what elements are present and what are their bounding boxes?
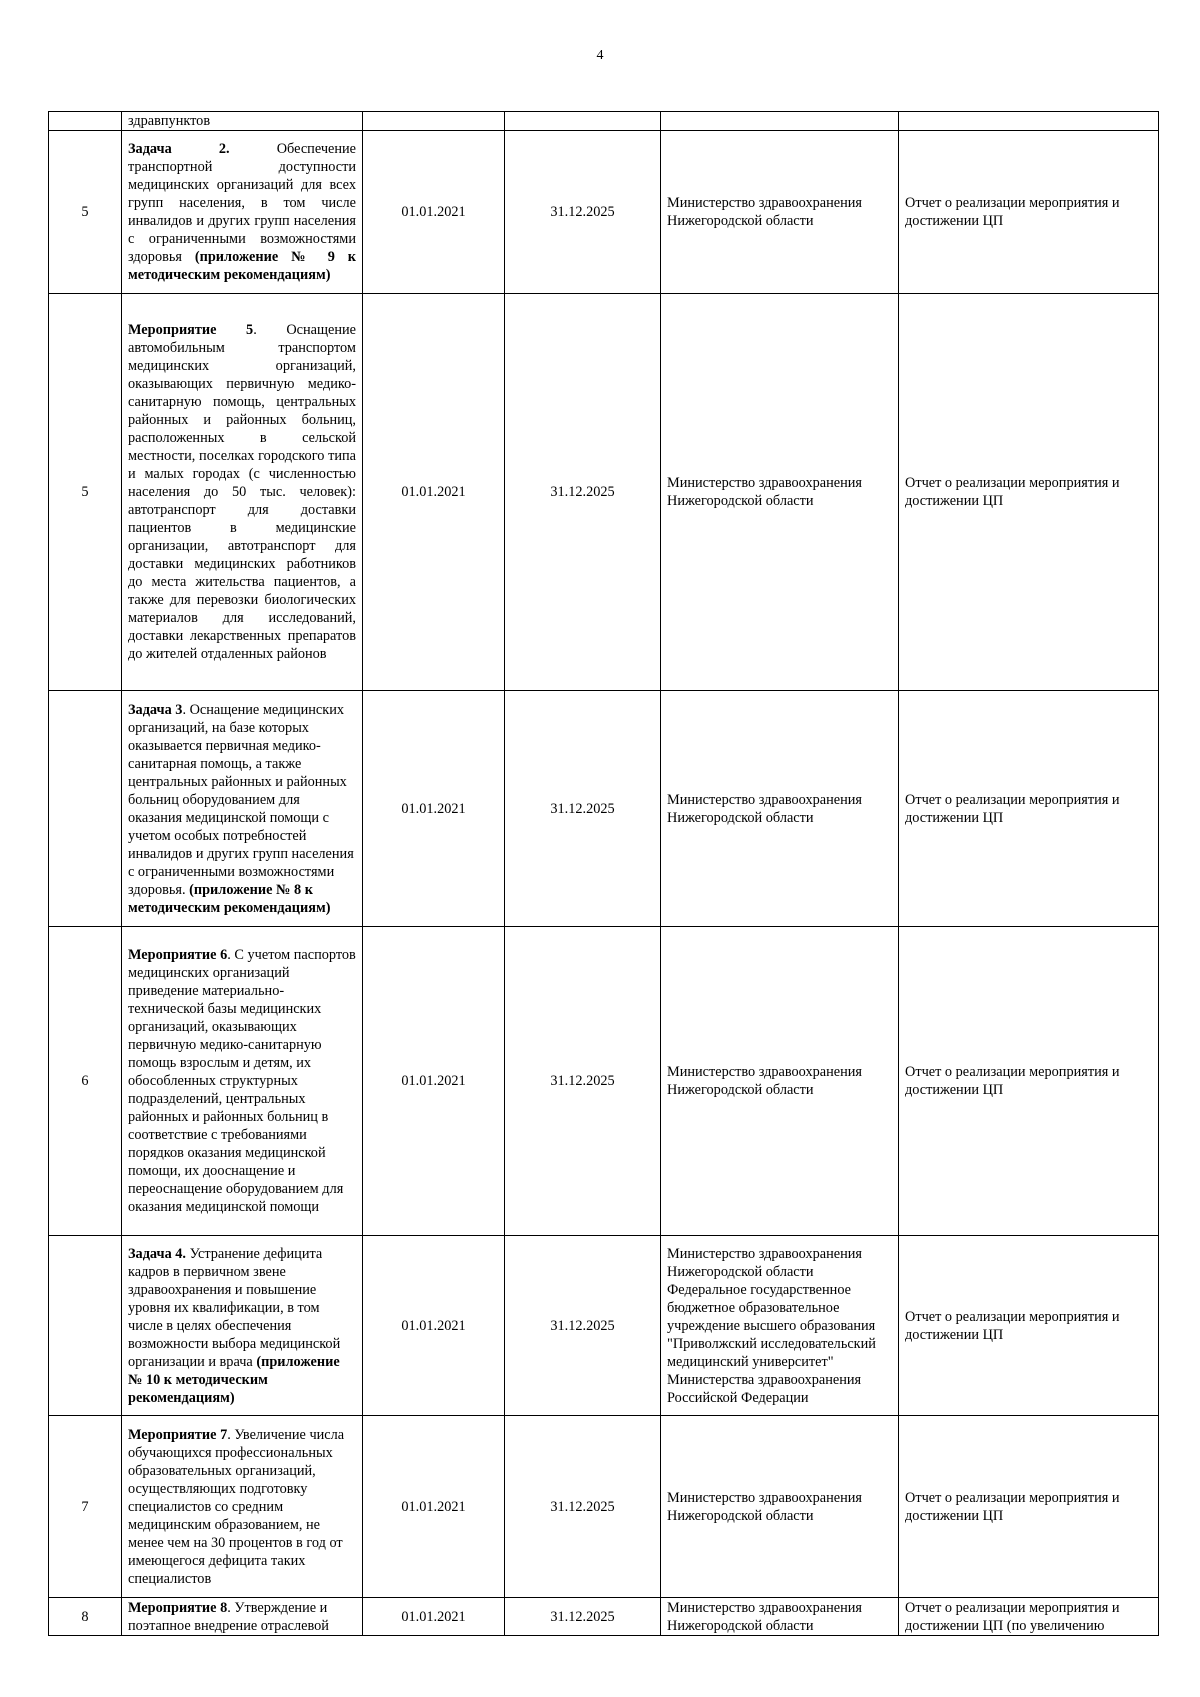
task-cell xyxy=(122,927,363,1236)
table-row xyxy=(49,294,1159,691)
end-date: 31.12.2025 xyxy=(505,1236,661,1416)
task-text: . С учетом паспортов медицинских организаций приведение материально-технической базы медицинских организаций, оказывающих первичную медико-санитарную помощь взрослым и детям, их обособленных структурных подразделений, центральных районных и районных больниц в соответствие с требованиями порядков оказания медицинской помощи, их дооснащение и переоснащение оборудованием для оказания медицинской помощи xyxy=(128,947,356,1215)
start-date: 01.01.2021 xyxy=(363,1416,505,1598)
table-row xyxy=(49,112,1159,131)
result: Отчет о реализации мероприятия и достижении ЦП xyxy=(899,1416,1159,1598)
task-text: . Увеличение числа обучающихся профессиональных образовательных организаций, осуществляющих подготовку специалистов со средним медицинским образованием, не менее чем на 30 процентов в год от имеющегося дефицита таких специалистов xyxy=(128,1426,345,1587)
task-text: . Утверждение и поэтапное внедрение отраслевой xyxy=(128,1599,329,1634)
table-row xyxy=(49,1598,1159,1636)
table-row xyxy=(49,1236,1159,1416)
task-cell xyxy=(122,131,363,294)
task-text: Обеспечение транспортной доступности медицинских организаций для всех групп населения, в том числе инвалидов и других групп населения с ограниченными возможностями здоровья xyxy=(128,141,356,265)
task-appendix-ref: (приложение № 9 к методическим рекомендациям) xyxy=(128,249,356,283)
task-cell xyxy=(122,294,363,691)
task-text: . Оснащение автомобильным транспортом медицинских организаций, оказывающих первичную медико-санитарную помощь, центральных районных и районных больниц, расположенных в сельской местности, поселках городского типа и малых городах (с численностью населения до 50 тыс. человек): автотранспорт для доставки пациентов в медицинские организации, автотранспорт для доставки медицинских работников до места жительства пациентов, а также для перевозки биологических материалов для исследований, доставки лекарственных препаратов до жителей отдаленных районов xyxy=(128,322,356,662)
end-date: 31.12.2025 xyxy=(505,691,661,927)
result: Отчет о реализации мероприятия и достижении ЦП (по увеличению xyxy=(899,1598,1159,1636)
row-number xyxy=(49,691,122,927)
start-date: 01.01.2021 xyxy=(363,294,505,691)
task-heading: Задача 2. xyxy=(128,141,230,157)
task-heading: Задача 4. xyxy=(128,1245,187,1262)
result: Отчет о реализации мероприятия и достижении ЦП xyxy=(899,1236,1159,1416)
responsible: Министерство здравоохранения Нижегородской области Федеральное государственное бюджетное образовательное учреждение высшего образования "Приволжский исследовательский медицинский университет" Министерства здравоохранения Российской Федерации xyxy=(661,1236,899,1416)
table-row xyxy=(49,1416,1159,1598)
result: Отчет о реализации мероприятия и достижении ЦП xyxy=(899,691,1159,927)
end-date: 31.12.2025 xyxy=(505,131,661,294)
task-cell xyxy=(122,691,363,927)
end-date xyxy=(505,112,661,131)
end-date: 31.12.2025 xyxy=(505,927,661,1236)
row-number: 7 xyxy=(49,1416,122,1598)
result: Отчет о реализации мероприятия и достижении ЦП xyxy=(899,294,1159,691)
row-number: 8 xyxy=(49,1598,122,1636)
task-cell xyxy=(122,112,363,131)
start-date: 01.01.2021 xyxy=(363,1598,505,1636)
row-number: 5 xyxy=(49,131,122,294)
result xyxy=(899,112,1159,131)
end-date: 31.12.2025 xyxy=(505,1416,661,1598)
start-date: 01.01.2021 xyxy=(363,1236,505,1416)
task-cell xyxy=(122,1598,363,1636)
responsible: Министерство здравоохранения Нижегородской области xyxy=(661,131,899,294)
task-heading: Мероприятие 5 xyxy=(128,322,254,338)
responsible: Министерство здравоохранения Нижегородской области xyxy=(661,1416,899,1598)
responsible: Министерство здравоохранения Нижегородской области xyxy=(661,927,899,1236)
task-text: . Оснащение медицинских организаций, на базе которых оказывается первичная медико-санитарная помощь, а также центральных районных и районных больниц оборудованием для оказания медицинской помощи с учетом особых потребностей инвалидов и других групп населения с ограниченными возможностями здоровья. xyxy=(128,701,354,898)
row-number xyxy=(49,1236,122,1416)
task-heading: Мероприятие 7 xyxy=(128,1426,228,1443)
end-date: 31.12.2025 xyxy=(505,294,661,691)
task-cell xyxy=(122,1236,363,1416)
plan-table xyxy=(48,111,1159,1636)
end-date: 31.12.2025 xyxy=(505,1598,661,1636)
table-row xyxy=(49,691,1159,927)
start-date: 01.01.2021 xyxy=(363,927,505,1236)
task-cell xyxy=(122,1416,363,1598)
task-appendix-ref: (приложение № 8 к методическим рекомендациям) xyxy=(128,881,331,916)
row-number: 5 xyxy=(49,294,122,691)
start-date: 01.01.2021 xyxy=(363,131,505,294)
page-number: 4 xyxy=(596,48,604,63)
table-row xyxy=(49,131,1159,294)
responsible: Министерство здравоохранения Нижегородской области xyxy=(661,1598,899,1636)
responsible: Министерство здравоохранения Нижегородской области xyxy=(661,294,899,691)
task-text: Устранение дефицита кадров в первичном звене здравоохранения и повышение уровня их квалификации, в том числе в целях обеспечения возможности выбора медицинской организации и врача xyxy=(128,1245,341,1370)
task-heading: Мероприятие 6 xyxy=(128,947,228,963)
task-heading: Задача 3 xyxy=(128,701,183,718)
responsible: Министерство здравоохранения Нижегородской области xyxy=(661,691,899,927)
task-appendix-ref: (приложение № 10 к методическим рекомендациям) xyxy=(128,1353,340,1406)
row-number: 6 xyxy=(49,927,122,1236)
result: Отчет о реализации мероприятия и достижении ЦП xyxy=(899,131,1159,294)
responsible xyxy=(661,112,899,131)
table-row xyxy=(49,927,1159,1236)
start-date xyxy=(363,112,505,131)
row-number xyxy=(49,112,122,131)
start-date: 01.01.2021 xyxy=(363,691,505,927)
result: Отчет о реализации мероприятия и достижении ЦП xyxy=(899,927,1159,1236)
task-text: здравпунктов xyxy=(128,113,211,129)
task-heading: Мероприятие 8 xyxy=(128,1599,228,1616)
